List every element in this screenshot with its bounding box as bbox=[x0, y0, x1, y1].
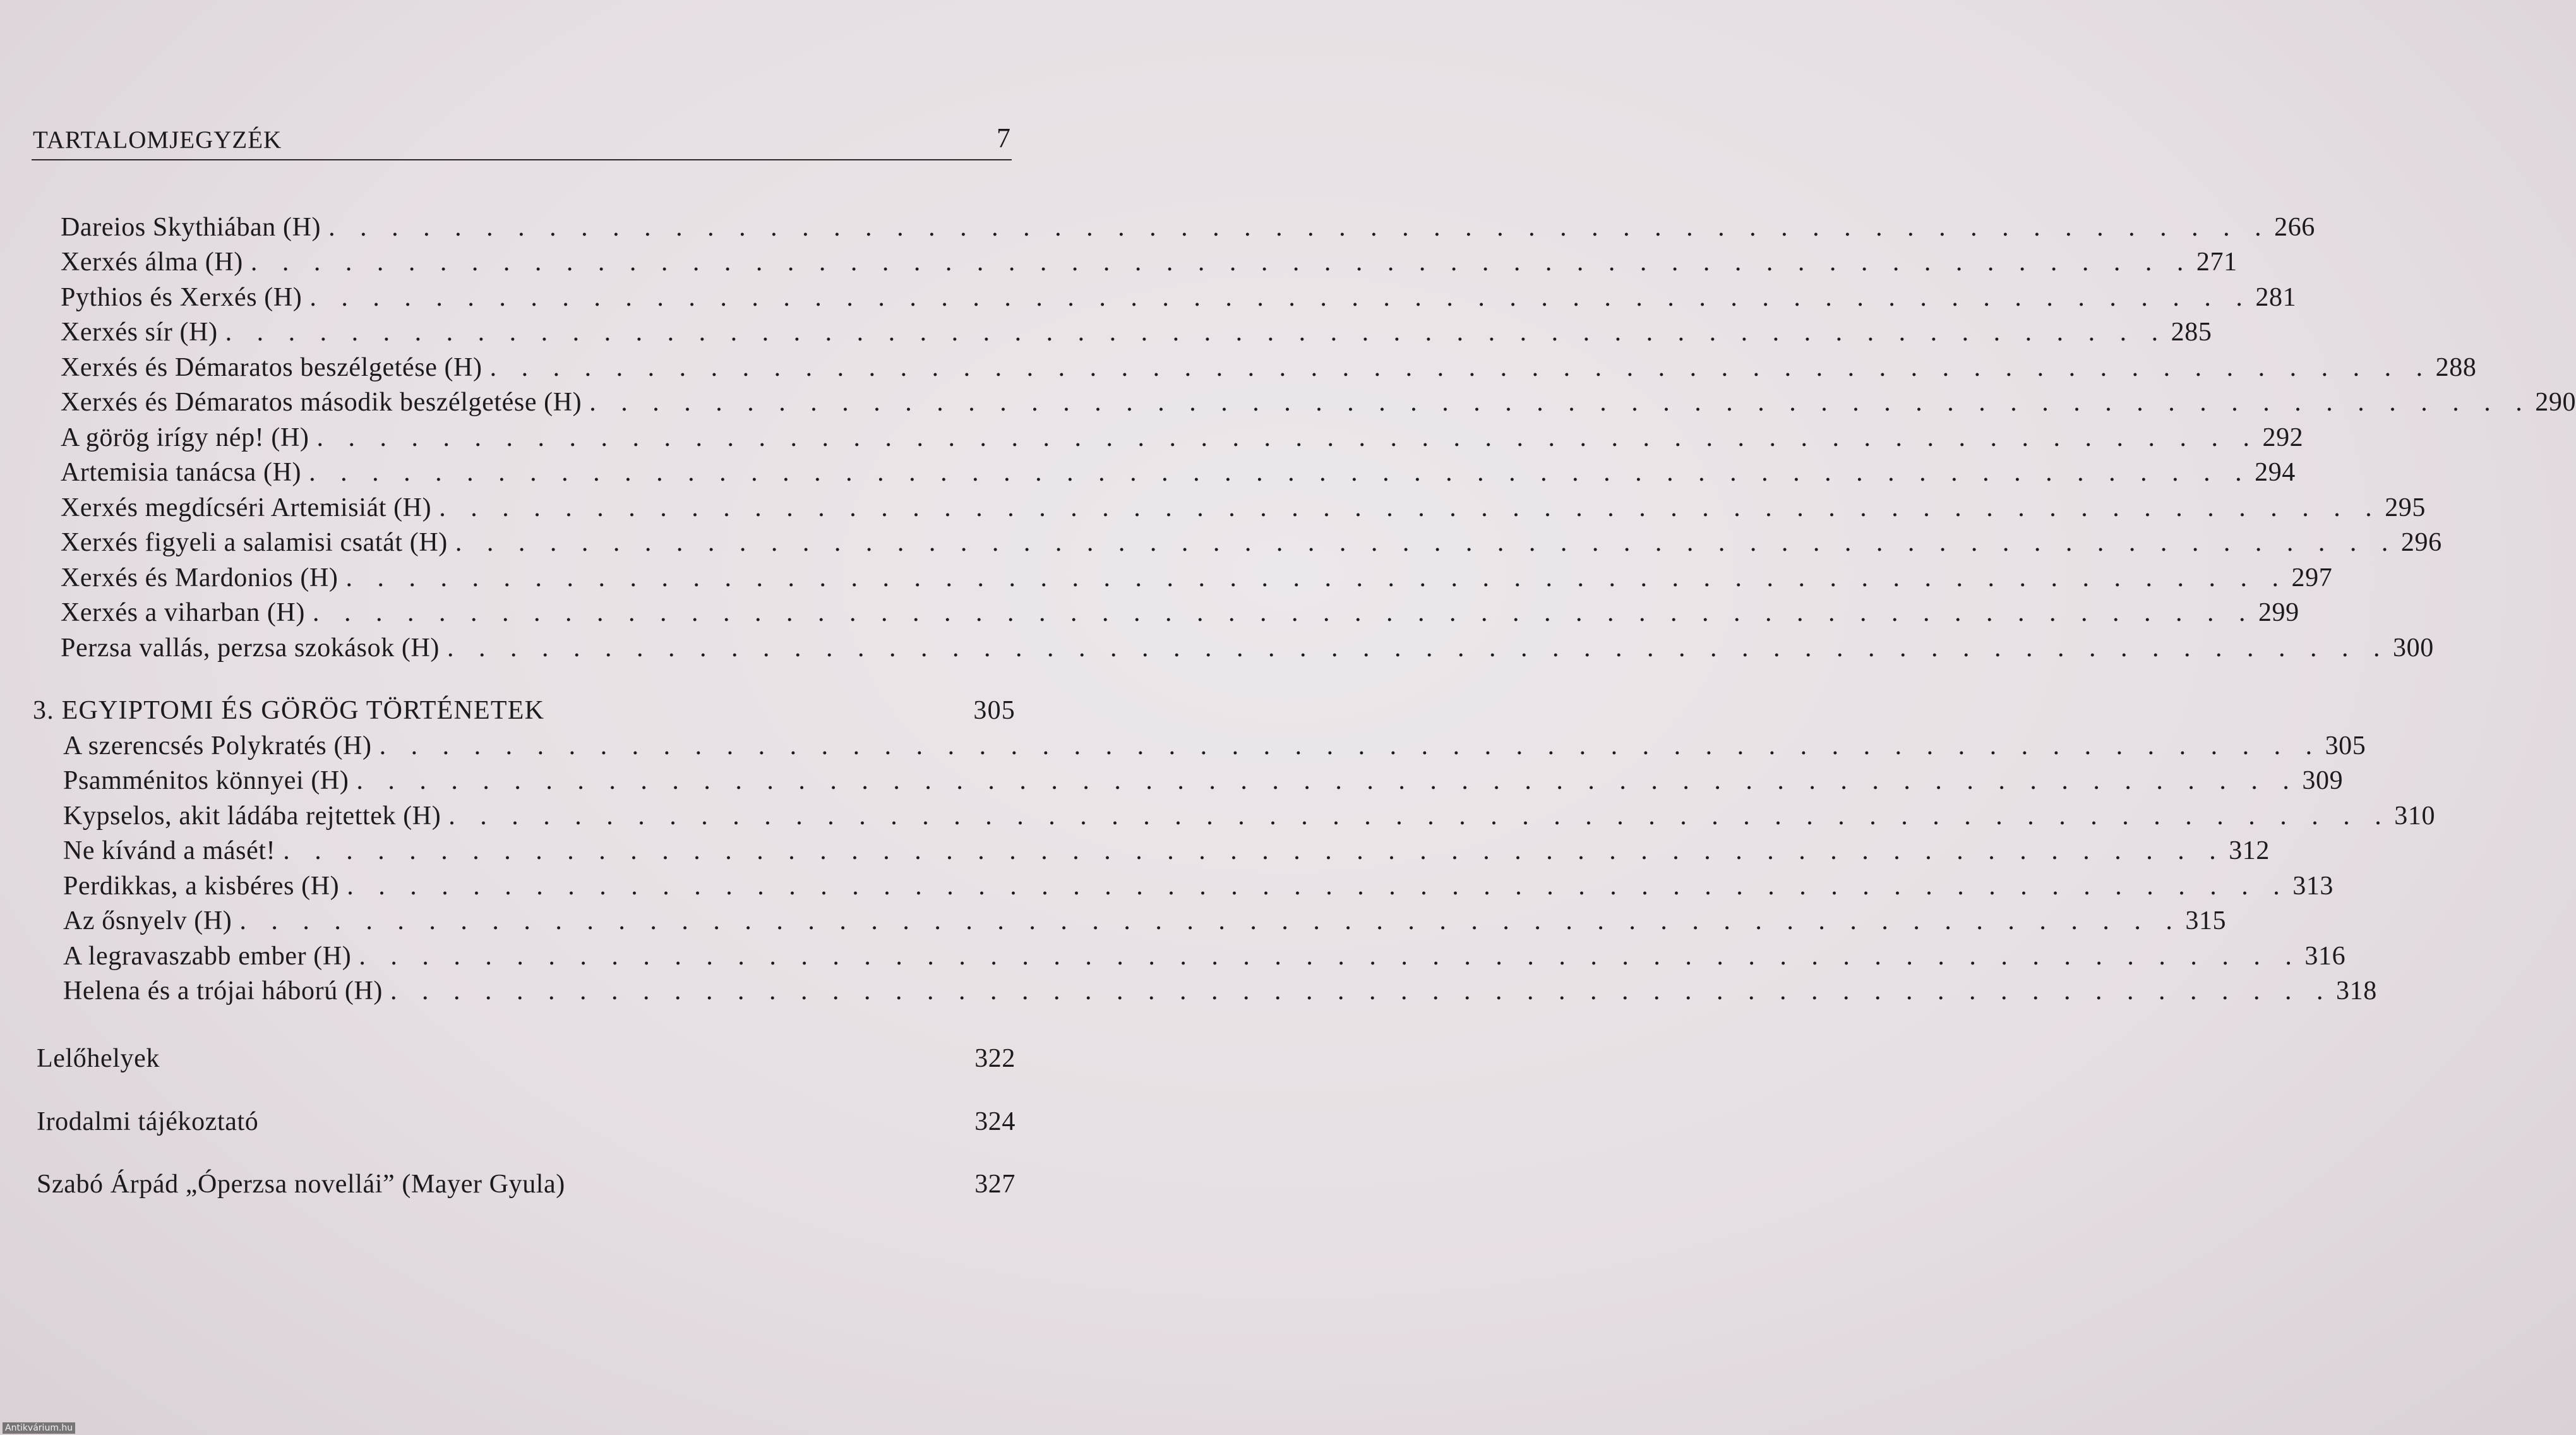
toc-entry-title: Perzsa vallás, perzsa szokások (H) bbox=[61, 633, 440, 663]
toc-entry-title: Kypselos, akit ládába rejtettek (H) bbox=[63, 802, 441, 831]
dot-leader: . . . . . . . . . . . . . . . . . . . . . . . . . . . . . . . . . . . . . . . . . . . . . . . . . . . . . . . . . . . . . . bbox=[379, 731, 2321, 760]
toc-entry bbox=[63, 833, 2270, 868]
toc-entry bbox=[63, 763, 2344, 798]
toc-entry-title: Pythios és Xerxés (H) bbox=[61, 283, 303, 312]
toc-entry-title: Az ősnyelv (H) bbox=[63, 906, 232, 935]
dot-leader: . . . . . . . . . . . . . . . . . . . . . . . . . . . . . . . . . . . . . . . . . . . . . . . . . . . . . . . . . . . . . . bbox=[347, 872, 2289, 901]
toc-entry-page: 281 bbox=[2255, 283, 2297, 312]
toc-entry-page: 296 bbox=[2400, 528, 2442, 557]
toc-entry-page: 290 bbox=[2535, 388, 2576, 417]
toc-entry-page: 285 bbox=[2171, 318, 2212, 347]
running-header bbox=[32, 120, 1012, 160]
toc-entry-page: 288 bbox=[2435, 353, 2477, 382]
dot-leader: . . . . . . . . . . . . . . . . . . . . . . . . . . . . . . . . . . . . . . . . . . . . . . . . . . . . . . . . . . . . . . bbox=[455, 528, 2397, 557]
toc-entry bbox=[61, 280, 2297, 315]
toc-entry bbox=[61, 630, 2434, 666]
dot-leader: . . . . . . . . . . . . . . . . . . . . . . . . . . . . . . . . . . . . . . . . . . . . . . . . . . . . . . . . . . . . . . bbox=[312, 598, 2255, 627]
toc-entry bbox=[61, 525, 2442, 560]
toc-entry bbox=[61, 385, 2576, 420]
toc-entry-title: Helena és a trójai háború (H) bbox=[63, 976, 383, 1006]
dot-leader: . . . . . . . . . . . . . . . . . . . . . . . . . . . . . . . . . . . . . . . . . . . . . . . . . . . . . . . . . . . . . . bbox=[316, 423, 2259, 452]
toc-entry-page: 312 bbox=[2229, 836, 2270, 865]
dot-leader: . . . . . . . . . . . . . . . . . . . . . . . . . . . . . . . . . . . . . . . . . . . . . . . . . . . . . . . . . . . . . . bbox=[359, 942, 2301, 971]
toc-entry-page: 297 bbox=[2291, 563, 2333, 592]
back-matter-title: Irodalmi tájékoztató bbox=[37, 1107, 259, 1136]
section-heading-page: 305 bbox=[973, 696, 1015, 725]
dot-leader: . . . . . . . . . . . . . . . . . . . . . . . . . . . . . . . . . . . . . . . . . . . . . . . . . . . . . . . . . . . . . . bbox=[589, 388, 2532, 417]
toc-entry-title: Xerxés megdícséri Artemisiát (H) bbox=[61, 493, 432, 522]
toc-entry bbox=[61, 350, 2477, 385]
toc-entry-title: Ne kívánd a másét! bbox=[63, 836, 276, 865]
toc-entry-page: 271 bbox=[2196, 248, 2238, 277]
toc-entry-title: A szerencsés Polykratés (H) bbox=[63, 731, 372, 760]
section-heading bbox=[33, 693, 1015, 728]
back-matter-title: Szabó Árpád „Óperzsa novellái” (Mayer Gyula) bbox=[37, 1170, 565, 1199]
toc-entry-title: Xerxés és Démaratos második beszélgetése (H) bbox=[61, 388, 582, 417]
dot-leader: . . . . . . . . . . . . . . . . . . . . . . . . . . . . . . . . . . . . . . . . . . . . . . . . . . . . . . . . . . . . . . bbox=[250, 248, 2193, 277]
back-matter-entry bbox=[37, 1104, 1015, 1139]
back-matter-page: 322 bbox=[974, 1044, 1015, 1073]
toc-entry-page: 316 bbox=[2304, 942, 2346, 971]
toc-entry-page: 309 bbox=[2302, 766, 2344, 795]
toc-entry-page: 295 bbox=[2385, 493, 2426, 522]
toc-entry bbox=[61, 560, 2333, 596]
toc-entry bbox=[63, 939, 2346, 974]
toc-entry-title: Xerxés a viharban (H) bbox=[61, 598, 305, 627]
toc-entry-page: 299 bbox=[2258, 598, 2299, 627]
toc-entry bbox=[63, 798, 2436, 834]
dot-leader: . . . . . . . . . . . . . . . . . . . . . . . . . . . . . . . . . . . . . . . . . . . . . . . . . . . . . . . . . . . . . . bbox=[283, 836, 2226, 865]
watermark: Antikvárium.hu bbox=[3, 1422, 75, 1434]
toc-entry-page: 305 bbox=[2325, 731, 2366, 760]
dot-leader: . . . . . . . . . . . . . . . . . . . . . . . . . . . . . . . . . . . . . . . . . . . . . . . . . . . . . . . . . . . . . . bbox=[356, 766, 2299, 795]
toc-entry-title: Dareios Skythiában (H) bbox=[61, 213, 321, 242]
dot-leader: . . . . . . . . . . . . . . . . . . . . . . . . . . . . . . . . . . . . . . . . . . . . . . . . . . . . . . . . . . . . . . bbox=[309, 458, 2251, 487]
toc-entry bbox=[63, 728, 2366, 764]
toc-entry bbox=[61, 315, 2212, 350]
toc-entry-title: Psamménitos könnyei (H) bbox=[63, 766, 349, 795]
dot-leader: . . . . . . . . . . . . . . . . . . . . . . . . . . . . . . . . . . . . . . . . . . . . . . . . . . . . . . . . . . . . . . bbox=[390, 976, 2333, 1006]
back-matter-page: 327 bbox=[974, 1170, 1015, 1199]
toc-entry-page: 318 bbox=[2336, 976, 2377, 1006]
toc-entry-page: 292 bbox=[2262, 423, 2304, 452]
toc-entry bbox=[61, 244, 2238, 280]
dot-leader: . . . . . . . . . . . . . . . . . . . . . . . . . . . . . . . . . . . . . . . . . . . . . . . . . . . . . . . . . . . . . . bbox=[447, 633, 2390, 663]
toc-entry-page: 310 bbox=[2394, 802, 2436, 831]
toc-entry-page: 313 bbox=[2292, 872, 2334, 901]
dot-leader: . . . . . . . . . . . . . . . . . . . . . . . . . . . . . . . . . . . . . . . . . . . . . . . . . . . . . . . . . . . . . . bbox=[345, 563, 2288, 592]
toc-entry-title: Xerxés álma (H) bbox=[61, 248, 243, 277]
toc-entry bbox=[61, 490, 2426, 525]
toc-entry bbox=[61, 420, 2304, 455]
toc-entry-page: 266 bbox=[2274, 213, 2315, 242]
toc-entry bbox=[63, 973, 2377, 1009]
section-heading-title: 3. EGYIPTOMI ÉS GÖRÖG TÖRTÉNETEK bbox=[33, 696, 545, 725]
toc-entry-title: Perdikkas, a kisbéres (H) bbox=[63, 872, 340, 901]
dot-leader: . . . . . . . . . . . . . . . . . . . . . . . . . . . . . . . . . . . . . . . . . . . . . . . . . . . . . . . . . . . . . . bbox=[448, 802, 2391, 831]
page-number: 7 bbox=[997, 123, 1010, 153]
toc-entry-title: Xerxés és Démaratos beszélgetése (H) bbox=[61, 353, 482, 382]
toc-entry-page: 300 bbox=[2393, 633, 2434, 663]
back-matter-page: 324 bbox=[974, 1107, 1015, 1136]
toc-entry bbox=[63, 903, 2227, 939]
toc-entry-title: Xerxés és Mardonios (H) bbox=[61, 563, 338, 592]
toc-entry bbox=[61, 595, 2299, 630]
back-matter-entry bbox=[37, 1041, 1015, 1076]
dot-leader: . . . . . . . . . . . . . . . . . . . . . . . . . . . . . . . . . . . . . . . . . . . . . . . . . . . . . . . . . . . . . . bbox=[328, 213, 2271, 242]
dot-leader: . . . . . . . . . . . . . . . . . . . . . . . . . . . . . . . . . . . . . . . . . . . . . . . . . . . . . . . . . . . . . . bbox=[239, 906, 2182, 935]
dot-leader: . . . . . . . . . . . . . . . . . . . . . . . . . . . . . . . . . . . . . . . . . . . . . . . . . . . . . . . . . . . . . . bbox=[439, 493, 2381, 522]
toc-entry bbox=[61, 210, 2315, 245]
back-matter-title: Lelőhelyek bbox=[37, 1044, 160, 1073]
toc-entry-title: Artemisia tanácsa (H) bbox=[61, 458, 302, 487]
back-matter-entry bbox=[37, 1167, 1015, 1202]
toc-entry bbox=[61, 455, 2296, 490]
toc-entry-title: A görög irígy nép! (H) bbox=[61, 423, 309, 452]
toc-entry-page: 294 bbox=[2255, 458, 2296, 487]
dot-leader: . . . . . . . . . . . . . . . . . . . . . . . . . . . . . . . . . . . . . . . . . . . . . . . . . . . . . . . . . . . . . . bbox=[489, 353, 2432, 382]
toc-entry-page: 315 bbox=[2185, 906, 2227, 935]
toc-entry-title: A legravaszabb ember (H) bbox=[63, 942, 352, 971]
toc-entry-title: Xerxés sír (H) bbox=[61, 318, 218, 347]
toc-entry bbox=[63, 868, 2334, 904]
dot-leader: . . . . . . . . . . . . . . . . . . . . . . . . . . . . . . . . . . . . . . . . . . . . . . . . . . . . . . . . . . . . . . bbox=[309, 283, 2252, 312]
toc-entry-title: Xerxés figyeli a salamisi csatát (H) bbox=[61, 528, 448, 557]
running-header-title: TARTALOMJEGYZÉK bbox=[33, 126, 282, 153]
dot-leader: . . . . . . . . . . . . . . . . . . . . . . . . . . . . . . . . . . . . . . . . . . . . . . . . . . . . . . . . . . . . . . bbox=[225, 318, 2167, 347]
